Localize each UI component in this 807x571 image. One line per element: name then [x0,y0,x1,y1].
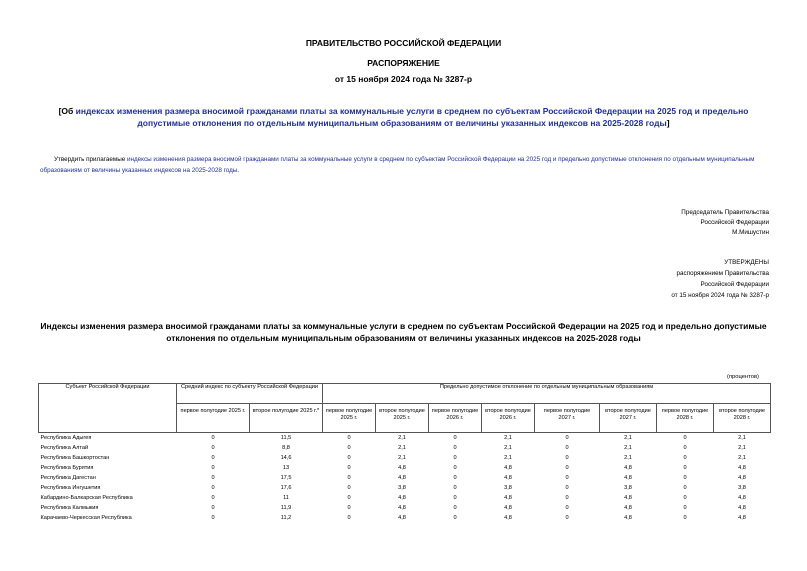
index-value: 0 [565,495,569,501]
index-value: 4,8 [398,475,406,481]
document-type: РАСПОРЯЖЕНИЕ [367,58,440,68]
index-value: 0 [565,455,569,461]
region-name: Кабардино-Балкарская Республика [40,495,133,501]
table-row [39,433,771,444]
index-value: 4,8 [398,495,406,501]
table-row [39,443,771,453]
index-value: 11,9 [280,505,292,511]
index-value: 4,8 [738,475,746,481]
index-value: 17,5 [280,475,292,481]
index-value: 0 [453,445,457,451]
index-value: 0 [211,515,215,521]
index-value: 17,6 [280,485,292,491]
index-value: 2,1 [738,455,746,461]
index-value: 3,8 [398,485,406,491]
units-label: (процентов) [726,374,759,380]
index-value: 0 [211,505,215,511]
index-value: 0 [211,435,215,441]
region-name: Республика Дагестан [40,475,96,481]
header-subject: Субъект Российской Федерации [39,384,177,433]
index-value: 4,8 [624,505,632,511]
index-value: 0 [683,495,687,501]
index-value: 0 [211,495,215,501]
index-value: 4,8 [738,515,746,521]
index-value: 4,8 [398,465,406,471]
index-value: 0 [453,455,457,461]
table-row [39,453,771,463]
index-value: 11,5 [280,435,292,441]
index-value: 3,8 [504,485,512,491]
index-value: 0 [683,455,687,461]
index-value: 2,1 [398,445,406,451]
issuing-authority: ПРАВИТЕЛЬСТВО РОССИЙСКОЙ ФЕДЕРАЦИИ [305,38,502,48]
index-value: 0 [683,435,687,441]
table-row [39,483,771,493]
index-value: 4,8 [398,505,406,511]
index-value: 2,1 [624,455,632,461]
index-value: 4,8 [504,495,512,501]
document-title [40,105,767,129]
header-average-index: Средний индекс по субъекту Российской Федерации [177,384,323,404]
indices-table [38,383,771,523]
index-value: 0 [683,445,687,451]
body-suffix: . [237,167,240,174]
index-value: 0 [453,515,457,521]
index-value: 4,8 [504,475,512,481]
index-value: 0 [347,505,351,511]
approval-line: распоряжением Правительства [676,270,769,277]
table-title: Индексы изменения размера вносимой гражданами платы за коммунальные услуги в среднем по субъектам Российской Федерации на 2025 год и предельно допустимые отклонения по отдельным муниципальным образованиям от величины указанных индексов на 2025-2028 годы [40,321,767,343]
index-value: 2,1 [398,435,406,441]
index-value: 4,8 [624,515,632,521]
index-value: 2,1 [504,435,512,441]
index-value: 0 [211,475,215,481]
signature-line: Российской Федерации [700,219,769,226]
index-value: 2,1 [504,455,512,461]
subheader-period: первое полугодие 2027 г. [535,404,600,433]
index-value: 0 [565,505,569,511]
index-value: 0 [347,455,351,461]
index-value: 4,8 [738,505,746,511]
table-row [39,513,771,523]
subheader-period: первое полугодие 2025 г. [323,404,376,433]
subheader-period: второе полугодие 2026 г. [482,404,535,433]
index-value: 0 [453,505,457,511]
index-value: 4,8 [738,465,746,471]
region-name: Республика Калмыкия [40,505,99,511]
index-value: 0 [565,445,569,451]
header-deviation: Предельно допустимое отклонение по отдельным муниципальным образованиям [323,384,771,404]
index-value: 4,8 [624,465,632,471]
approval-line: Российской Федерации [700,281,769,288]
table-row [39,463,771,473]
approval-block [671,257,769,301]
index-value: 0 [565,435,569,441]
index-value: 2,1 [738,445,746,451]
index-value: 4,8 [624,495,632,501]
index-value: 0 [683,465,687,471]
document-date: от 15 ноября 2024 года № 3287-р [334,74,473,84]
table-row [39,503,771,513]
index-value: 0 [347,515,351,521]
index-value: 0 [347,475,351,481]
table-row [39,493,771,503]
index-value: 0 [565,515,569,521]
region-name: Республика Бурятия [40,465,94,471]
subheader-period: второе полугодие 2025 г. [376,404,429,433]
index-value: 0 [347,435,351,441]
index-value: 0 [347,445,351,451]
index-value: 13 [282,465,290,471]
index-value: 2,1 [504,445,512,451]
index-value: 4,8 [504,505,512,511]
index-value: 0 [683,485,687,491]
title-link[interactable]: индексах изменения размера вносимой гражданами платы за коммунальные услуги в среднем по субъектам Российской Федерации на 2025 год и предельно допустимые отклонения по отдельным муниципальным образованиям от величины указанных индексов на 2025-2028 годы [75,106,749,128]
body-paragraph [40,154,770,176]
index-value: 0 [453,475,457,481]
index-value: 2,1 [738,435,746,441]
title-bracket-open: [Об [58,106,76,116]
signature-name: М.Мишустин [732,229,769,236]
index-value: 0 [211,455,215,461]
index-value: 3,8 [624,485,632,491]
approval-line: УТВЕРЖДЕНЫ [724,259,769,266]
index-value: 0 [347,485,351,491]
region-name: Республика Башкортостан [40,455,110,461]
subheader-period: первое полугодие 2026 г. [429,404,482,433]
region-name: Республика Адыгея [40,435,92,441]
index-value: 0 [453,435,457,441]
index-value: 4,8 [398,515,406,521]
index-value: 4,8 [504,515,512,521]
subheader-period: первое полугодие 2025 г. [177,404,250,433]
index-value: 0 [565,485,569,491]
index-value: 14,6 [280,455,292,461]
index-value: 0 [347,465,351,471]
index-value: 0 [683,475,687,481]
index-value: 0 [453,485,457,491]
title-bracket-close: ] [666,118,670,128]
body-prefix: Утвердить прилагаемые [54,156,127,163]
index-value: 4,8 [738,495,746,501]
signature-block [681,208,769,238]
subheader-period: второе полугодие 2027 г. [600,404,657,433]
table-row [39,473,771,483]
index-value: 0 [211,445,215,451]
index-value: 3,8 [738,485,746,491]
region-name: Республика Алтай [40,445,89,451]
subheader-period: первое полугодие 2028 г. [657,404,714,433]
body-link[interactable]: индексы изменения размера вносимой гражданами платы за коммунальные услуги в среднем по субъектам Российской Федерации на 2025 год и предельно допустимые отклонения по отдельным муниципальным образованиям от величины указанных индексов на 2025-2028 годы [40,156,755,174]
index-value: 0 [683,515,687,521]
index-value: 0 [565,475,569,481]
index-value: 4,8 [624,475,632,481]
signature-line: Председатель Правительства [681,209,769,216]
index-value: 0 [211,465,215,471]
index-value: 0 [565,465,569,471]
index-value: 2,1 [398,455,406,461]
subheader-period: второе полугодие 2025 г.* [250,404,323,433]
index-value: 0 [453,495,457,501]
index-value: 4,8 [504,465,512,471]
index-value: 0 [453,465,457,471]
region-name: Карачаево-Черкесская Республика [40,515,132,521]
region-name: Республика Ингушетия [40,485,101,491]
index-value: 2,1 [624,445,632,451]
index-value: 8,8 [282,445,290,451]
index-value: 11 [283,495,289,501]
index-value: 0 [683,505,687,511]
index-value: 0 [211,485,215,491]
approval-line: от 15 ноября 2024 года № 3287-р [671,292,769,299]
index-value: 0 [347,495,351,501]
index-value: 2,1 [624,435,632,441]
index-value: 11,2 [280,515,292,521]
subheader-period: второе полугодие 2028 г. [714,404,771,433]
